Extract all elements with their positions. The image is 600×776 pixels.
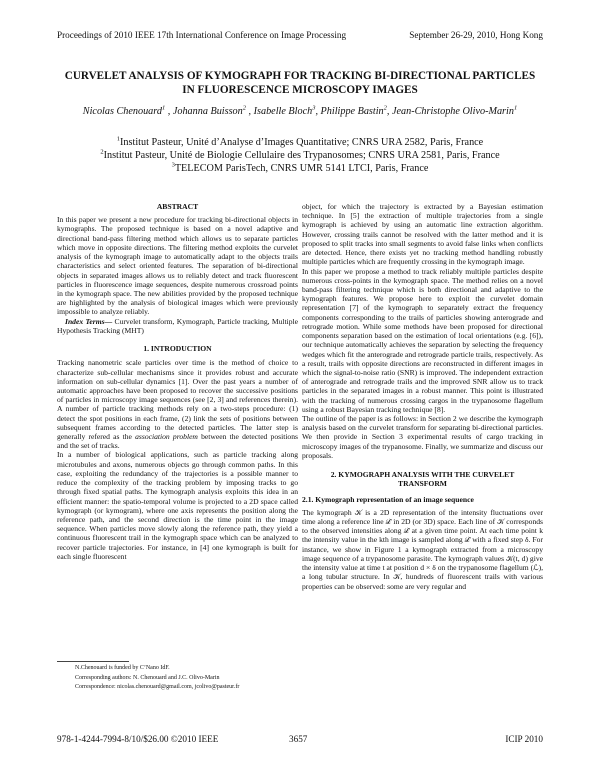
footnote-rule [57,661,129,662]
footnotes [57,661,298,693]
author: Johanna Buisson [172,106,243,117]
subsection-heading: 2.1. Kymograph representation of an image sequence [302,494,474,504]
right-column [302,202,543,738]
conference-date: September 26-29, 2010, Hong Kong [409,30,543,40]
body-paragraph: The kymograph 𝒦 is a 2D representation of the intensity fluctuations over time along a reference line ℒ in 2D (or 3D) space. Each line of 𝒦 corresponds to the observed intensities along ℒ at a given time point. At each time point k the intensity value in the kth image is sampled along ℒ with a fixed step δ. For instance, we show in Figure 1 a kymograph extracted from a microscopy image sequence of a trypanosome parasite. The kymograph values 𝒦(t, d) give the intensity value at time t at position d × δ on the trypanosome flagellum (ℒ), a long tubular structure. In 𝒦, hundreds of fluorescent trails with various properties can be observed: some are very regular and [302,507,543,591]
paper-title [57,69,543,97]
section-heading: 2. KYMOGRAPH ANALYSIS WITH THE CURVELET TRANSFORM [330,470,515,489]
conference-name: Proceedings of 2010 IEEE 17th International Conference on Image Processing [57,30,347,40]
author: Nicolas Chenouard [82,106,162,117]
title-line-2: IN FLUORESCENCE MICROSCOPY IMAGES [182,84,418,96]
title-line-1: CURVELET ANALYSIS OF KYMOGRAPH FOR TRACKING BI-DIRECTIONAL PARTICLES [64,70,536,82]
affiliation: $^3$TELECOM ParisTech, CNRS UMR 5141 LTCI, Paris, France [171,162,429,175]
body-paragraph: In this paper we propose a method to track reliably multiple particles despite numerous cross-points in the kymograph space. The method relies on a novel band-pass filtering technique which is both directional and adaptive to the kymograph features. We propose here to exploit the curvelet domain representation [7] of the kymograph to separately extract the frequency components corresponding to the trails of particles showing anterograde and retrograde motion. While some methods have been proposed for directional components separation based on the estimation of local orientations (e.g. [6]), our technique automatically achieves the separation by selecting the frequency wedges which fit the anterograde and retrograde particle trails, respectively. As a result, trails with opposite directions are reconstructed in different images in which the signal-to-noise ratio (SNR) is improved. The independent extraction of anterograde and retrograde trails and the improved SNR allow us to track particles in the separated images in a robust manner. This point is illustrated with the tracking of numerous crossing cargos in the trypanosome flagellum using a robust Bayesian tracking technique [8]. [302,266,543,414]
intro-paragraph: Tracking nanometric scale particles over time is the method of choice to characterize sub-cellular mechanisms since it provides robust and accurate information on sub-cellular dynamics [1]. Over the past years a number of automatic approaches have been proposed to recover the successive positions of particles in microscopy image sequences (see [2, 3] and references therein). A number of particle tracking methods rely on a two-steps procedure: (1) detect the spot positions in each frame, (2) link the sets of positions between subsequent frames according to the detected particles. The latter step is generally refered as the association problem between the detected positions and the set of tracks. [57,358,298,451]
footnote: N.Chenouard is funded by C’Nano IdF. [75,665,170,671]
author: Jean-Christophe Olivo-Marin [392,106,514,117]
index-terms: Index Terms— Curvelet transform, Kymograph, Particle tracking, Multiple Hypothesis Tracking (MHT) [57,316,298,335]
body-paragraph: object, for which the trajectory is extracted by a Bayesian estimation technique. In [5] the extraction of multiple trajectories from a single kymograph is achieved by using an automatic line extraction algorithm. However, crossing trails cannot be resolved with the latter method and it is proposed to split tracks into small segments to avoid false links when conflicts are detected. Hence, there exists yet no tracking method handling robustly multiple particles which are frequently crossing in the kymograph image. [302,202,543,267]
affiliations [57,136,543,176]
abstract-text: In this paper we present a new procedure for tracking bi-directional objects in kymographs. The proposed technique is based on a novel adaptive and directional band-pass filtering method which allows us to separate particles which move in opposite directions. The filtering method exploits the curvelet analysis of the kymograph image to automatically adapt to the objects trails characteristics and select oriented features. The separation of bi-directional objects in separated images allows us to reliably detect and track fluorescent particles in fluorescence image sequences, despite numerous crossroad points in the kymograph space. The new abilities provided by the proposed technique are highlighted by the analysis of biological images which were previously impossible to analyze reliably. [57,215,298,317]
page-footer [57,734,543,746]
author-list: Nicolas Chenouard$^1$ , Johanna Buisson$^2$ , Isabelle Bloch$^3$, Philippe Bastin$^2$, Jean-Christophe Olivo-Marin$^1$ [82,104,518,117]
author: Isabelle Bloch [253,106,313,117]
footnote: Corresponding authors: N. Chenouard and J.C. Olivo-Marin [75,674,220,681]
page-number: 3657 [289,734,308,744]
venue-label: ICIP 2010 [505,734,543,744]
left-column [57,202,298,654]
isbn-copyright: 978-1-4244-7994-8/10/$26.00 ©2010 IEEE [57,734,219,744]
abstract-heading: ABSTRACT [156,202,199,211]
body-paragraph: The outline of the paper is as follows: in Section 2 we describe the kymograph analysis based on the curvelet transform for separating bi-directional particles. We then provide in Section 3 experimental results of cargo tracking in microscopy images of the trypanosome. Finally, we summarize and discuss our proposals. [302,414,543,460]
intro-heading: 1. INTRODUCTION [143,344,212,354]
affiliation: $^2$Institut Pasteur, Unité de Biologie Cellulaire des Trypanosomes; CNRS URA 2581, Paris, France [100,148,500,162]
affiliation: $^1$Institut Pasteur, Unité d’Analyse d’Images Quantitative; CNRS URA 2582, Paris, France [116,135,484,148]
author: Philippe Bastin [320,106,384,117]
footnote: Correspondence: nicolas.chenouard@gmail.com, jcolivo@pasteur.fr [75,684,240,691]
running-header [57,30,543,42]
intro-paragraph: In a number of biological applications, such as particle tracking along microtubules and axons, numerous objects go through common paths. In this case, exploiting the redundancy of the trajectories is a possible manner to reduce the complexity of the tracking problem by imposing tracks to go through fixed spatial paths. The kymograph analysis exploits this idea in an efficient manner: the spatio-temporal volume is projected to a 2D space called kymograph (or kymogram), where one axis represents the position along the reference path, and the second direction is the time point in the image sequence. When particles move slowly along the reference path, they yield a continuous fluorescent trail in the kymograph space which can be analyzed to recover particle trajectories. For instance, in [4] one kymograph is built for each single fluorescent [57,450,298,561]
